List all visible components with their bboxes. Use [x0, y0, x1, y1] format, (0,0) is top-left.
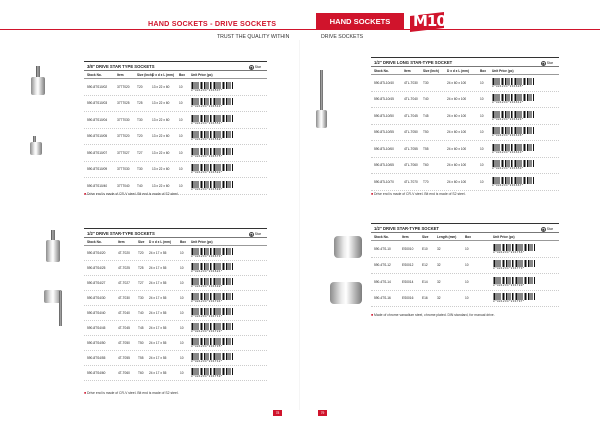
table-row — [371, 92, 559, 109]
table-cell: 32 — [437, 296, 441, 300]
page-spine — [299, 40, 300, 410]
table-cell: 10 — [180, 370, 184, 375]
table-3-8-star-sockets — [84, 61, 267, 195]
barcode-icon — [191, 82, 233, 89]
table-cell: T40 — [137, 183, 143, 188]
table-cell: 590-8TS10/02 — [87, 84, 108, 89]
table-cell: 590-8TL10/50 — [374, 113, 394, 118]
star-icon: ✱ — [249, 66, 253, 70]
barcode-cell — [490, 258, 550, 274]
table-row — [84, 112, 267, 129]
table-title: 1/2" DRIVE LONG STAR-TYPE SOCKET ✱ Star — [371, 58, 559, 67]
table-cell: 4TL-T060 — [404, 163, 418, 167]
table-cell: 590-8TS10/07 — [87, 150, 108, 155]
table-body — [84, 246, 267, 381]
barcode-number: 8"881234"234674" — [191, 255, 223, 258]
table-cell: 10 — [180, 250, 184, 255]
table-title: 1/2" DRIVE STAR-TYPE SOCKET ✱ Star — [371, 224, 559, 233]
table-row — [84, 306, 267, 321]
table-cell: 377T030 — [117, 117, 130, 122]
barcode-number: 8"881234"234773" — [493, 267, 525, 271]
table-cell: 10 — [180, 295, 184, 300]
barcode-icon — [191, 293, 233, 300]
table-row — [371, 291, 559, 308]
table-cell: 13 x 22 x 60 — [152, 183, 170, 188]
barcode-icon — [191, 115, 233, 122]
table-cell: 10 — [179, 167, 183, 171]
table-row — [84, 336, 267, 351]
barcode-number: 8"881234"234629" — [492, 117, 524, 121]
table-cell: 24 x 60 x 100 — [447, 146, 467, 151]
table-row — [84, 351, 267, 366]
barcode-cell — [188, 79, 248, 95]
table-row — [84, 129, 267, 146]
table-cell: T30 — [137, 167, 143, 171]
table-cell: T27 — [137, 150, 143, 155]
barcode-cell — [490, 274, 550, 290]
barcode-icon — [191, 353, 233, 360]
table-cell: 13 x 22 x 60 — [152, 84, 170, 89]
barcode-icon — [191, 323, 233, 330]
barcode-icon — [191, 308, 233, 315]
table-cell: 590-8TS4/55 — [87, 355, 106, 360]
barcode-cell — [188, 291, 248, 305]
table-cell: 10 — [480, 163, 484, 167]
barcode-number: 8"881234"234735" — [191, 345, 223, 348]
table-header: Stock No. Item Size (Inch) D x d x L (mm) Box Unit Price (pc) — [371, 67, 559, 75]
star-icon: ✱ — [541, 62, 545, 66]
barcode-number: 8"881234"234681" — [191, 270, 223, 273]
table-cell: T55 — [423, 146, 429, 151]
table-cell: 24 x 60 x 100 — [447, 113, 467, 118]
table-cell: 4TL-T070 — [404, 179, 418, 184]
table-cell: T60 — [423, 163, 429, 167]
barcode-number: 8"881234"234537" — [191, 88, 223, 92]
table-row — [371, 125, 559, 142]
table-body — [371, 75, 559, 191]
table-cell: 377T030 — [117, 167, 130, 171]
table-cell: E16 — [422, 296, 428, 300]
barcode-icon — [191, 278, 233, 285]
barcode-icon — [493, 244, 535, 251]
table-cell: 10 — [480, 146, 484, 151]
table-cell: 590-8TL10/55 — [374, 130, 394, 134]
table-body — [371, 241, 559, 307]
barcode-number: 8"881234"234650" — [492, 167, 524, 171]
table-cell: 10 — [480, 80, 484, 85]
table-cell: 32 — [437, 246, 441, 251]
table-note: ■ Drive end is made of CR-V steel. Bit end is made of S2 steel. — [84, 192, 179, 196]
barcode-cell — [188, 246, 248, 260]
barcode-icon — [492, 111, 534, 118]
barcode-icon — [191, 338, 233, 345]
table-cell: 590-8TL10/60 — [374, 146, 394, 151]
table-cell: 13 x 22 x 60 — [152, 101, 170, 105]
barcode-cell — [490, 291, 550, 307]
table-cell: 590-8TS10/09 — [87, 167, 108, 171]
product-image-socket — [30, 142, 42, 155]
barcode-cell — [188, 145, 248, 161]
barcode-number: 8"881234"234582" — [191, 171, 223, 175]
table-cell: 377T025 — [117, 101, 130, 105]
barcode-number: 8"881234"234711" — [191, 315, 223, 318]
product-image-bit — [320, 70, 323, 115]
barcode-number: 8"881234"234636" — [492, 134, 524, 138]
barcode-cell — [489, 125, 549, 141]
table-cell: 590-4TS-10 — [374, 246, 391, 251]
table-cell: T50 — [423, 130, 429, 134]
table-cell: T20 — [137, 84, 143, 89]
table-cell: 590-8TL10/40 — [374, 80, 394, 85]
barcode-icon — [191, 181, 233, 188]
table-header: Stock No. Item Size (Inch) D x d x L (mm) Box Unit Price (pc) — [84, 71, 267, 79]
table-cell: 377T020 — [117, 84, 130, 89]
table-cell: 13 x 22 x 60 — [152, 134, 170, 138]
table-row — [84, 366, 267, 381]
table-cell: T40 — [423, 97, 429, 101]
table-note: ■ Made of chrome vanadium steel, chrome plated. DIN standard, for manual drive. — [371, 313, 495, 317]
table-cell: 24 x 60 x 100 — [447, 97, 467, 101]
table-cell: 590-8TS4/60 — [87, 370, 106, 375]
table-row — [371, 241, 559, 258]
table-cell: 590-8TS4/50 — [87, 340, 106, 345]
barcode-icon — [191, 263, 233, 270]
table-cell: 4T-T030 — [118, 295, 130, 300]
product-image-socket — [46, 240, 60, 262]
barcode-cell — [188, 336, 248, 350]
product-image-socket — [330, 282, 362, 304]
table-cell: 10 — [465, 296, 469, 300]
barcode-number: 8"881234"234742" — [191, 360, 223, 363]
table-row — [371, 75, 559, 92]
table-cell: E12 — [422, 263, 428, 267]
table-cell: 10 — [180, 340, 184, 345]
table-cell: 590-4TS-12 — [374, 263, 391, 267]
table-cell: T30 — [137, 117, 143, 122]
barcode-number: 8"881234"234575" — [191, 154, 223, 158]
table-cell: 10 — [179, 183, 183, 188]
table-cell: ES0012 — [402, 263, 414, 267]
product-image-socket — [31, 77, 45, 95]
barcode-cell — [188, 96, 248, 112]
table-row — [371, 274, 559, 291]
barcode-cell — [188, 112, 248, 128]
right-page-title: HAND SOCKETS — [316, 13, 404, 30]
table-cell: 4T-T020 — [118, 250, 130, 255]
barcode-cell — [489, 92, 549, 108]
table-cell: 10 — [465, 263, 469, 267]
barcode-number: 8"881234"234698" — [191, 285, 223, 288]
table-cell: 24 x 17 x 55 — [149, 280, 167, 285]
left-page-subtitle: TRUST THE QUALITY WITHIN — [217, 34, 290, 40]
table-cell: 4T-T045 — [118, 325, 130, 330]
table-row — [371, 141, 559, 158]
table-cell: 24 x 17 x 55 — [149, 310, 167, 315]
barcode-cell — [489, 141, 549, 157]
barcode-number: 8"881234"234599" — [191, 187, 223, 191]
table-cell: 13 x 22 x 60 — [152, 167, 170, 171]
table-cell: 590-8TS4/27 — [87, 280, 106, 285]
table-cell: 13 x 22 x 60 — [152, 150, 170, 155]
table-cell: 590-4TS-14 — [374, 279, 391, 284]
table-cell: 10 — [180, 265, 184, 270]
table-cell: 10 — [179, 101, 183, 105]
barcode-icon — [191, 248, 233, 255]
barcode-number: 8"881234"234797" — [493, 300, 525, 304]
table-note: ■ Drive end is made of CR-V steel. Bit end is made of S2 steel. — [371, 192, 466, 196]
table-cell: T55 — [138, 355, 144, 360]
table-row — [371, 174, 559, 191]
table-cell: T20 — [138, 250, 144, 255]
table-cell: T40 — [138, 310, 144, 315]
table-cell: ES0016 — [402, 296, 414, 300]
table-cell: 24 x 17 x 55 — [149, 370, 167, 375]
barcode-icon — [493, 277, 535, 284]
barcode-number: 8"881234"234728" — [191, 330, 223, 333]
table-cell: 590-8TS4/40 — [87, 310, 106, 315]
table-cell: 377T027 — [117, 150, 130, 155]
table-row — [84, 291, 267, 306]
table-cell: 32 — [437, 279, 441, 284]
table-cell: 590-8TL10/65 — [374, 163, 394, 167]
table-cell: 590-8TS10/03 — [87, 101, 108, 105]
table-cell: 590-8TS10/05 — [87, 134, 108, 138]
barcode-number: 8"881234"234704" — [191, 300, 223, 303]
table-cell: 4TL-T045 — [404, 113, 418, 118]
barcode-number: 8"881234"234568" — [191, 138, 223, 142]
table-cell: 10 — [179, 117, 183, 122]
table-cell: 10 — [480, 179, 484, 184]
table-row — [84, 145, 267, 162]
table-cell: 4TL-T030 — [404, 80, 418, 85]
table-cell: 4T-T025 — [118, 265, 130, 270]
table-cell: 590-4TS-16 — [374, 296, 391, 300]
page-number-right: 79 — [318, 410, 327, 416]
barcode-cell — [188, 366, 248, 380]
table-cell: 377T040 — [117, 183, 130, 188]
table-title: 1/2" DRIVE STAR-TYPE SOCKETS ✱ Star — [84, 229, 267, 238]
table-cell: 590-8TS10/04 — [87, 117, 108, 122]
table-cell: 4T-T027 — [118, 280, 130, 285]
table-cell: T25 — [137, 101, 143, 105]
table-cell: 4TL-T040 — [404, 97, 418, 101]
table-cell: T27 — [138, 280, 144, 285]
table-cell: 24 x 60 x 100 — [447, 80, 467, 85]
barcode-number: 8"881234"234605" — [492, 84, 524, 88]
table-cell: 10 — [465, 279, 469, 284]
table-row — [84, 276, 267, 291]
barcode-number: 8"881234"234766" — [493, 250, 525, 254]
table-cell: ES0010 — [402, 246, 414, 251]
table-cell: 4T-T050 — [118, 340, 130, 345]
table-1-2-star-socket-e — [371, 223, 559, 307]
star-legend: ✱ Star — [249, 232, 261, 237]
table-cell: T50 — [138, 340, 144, 345]
barcode-cell — [188, 306, 248, 320]
barcode-cell — [490, 241, 550, 257]
table-cell: T45 — [423, 113, 429, 118]
table-cell: 4T-T040 — [118, 310, 130, 315]
table-cell: 590-8TL10/70 — [374, 179, 394, 184]
table-cell: 590-8TS4/45 — [87, 325, 106, 330]
star-icon: ✱ — [541, 228, 545, 232]
barcode-cell — [489, 75, 549, 91]
table-cell: 10 — [180, 355, 184, 360]
table-cell: T45 — [138, 325, 144, 330]
table-row — [84, 96, 267, 113]
table-cell: 4T-T055 — [118, 355, 130, 360]
table-row — [84, 321, 267, 336]
barcode-number: 8"881234"234544" — [191, 105, 223, 109]
table-cell: 10 — [180, 310, 184, 315]
table-cell: 10 — [179, 134, 183, 138]
table-cell: 10 — [465, 246, 469, 251]
table-cell: E14 — [422, 279, 428, 284]
table-cell: 10 — [179, 150, 183, 155]
barcode-cell — [489, 108, 549, 124]
barcode-number: 8"881234"234759" — [191, 375, 223, 378]
table-body — [84, 79, 267, 195]
table-cell: 10 — [180, 325, 184, 330]
barcode-cell — [188, 351, 248, 365]
table-cell: 24 x 17 x 55 — [149, 250, 167, 255]
barcode-cell — [188, 162, 248, 178]
table-cell: T70 — [423, 179, 429, 184]
product-image-bit — [59, 291, 62, 326]
table-title: 3/8" DRIVE STAR TYPE SOCKETS ✱ Star — [84, 62, 267, 71]
barcode-icon — [492, 177, 534, 184]
table-cell: 10 — [180, 280, 184, 285]
header-rule — [0, 29, 600, 30]
table-cell: 24 x 17 x 55 — [149, 265, 167, 270]
table-1-2-long-star-sockets — [371, 57, 559, 191]
table-cell: 32 — [437, 263, 441, 267]
barcode-cell — [188, 321, 248, 335]
barcode-cell — [188, 276, 248, 290]
product-image-socket — [316, 110, 327, 128]
table-cell: E10 — [422, 246, 428, 251]
table-cell: 24 x 17 x 55 — [149, 340, 167, 345]
table-cell: 13 x 22 x 60 — [152, 117, 170, 122]
table-header: Stock No. Item Size D x d x L (mm) Box Unit Price (pc) — [84, 238, 267, 246]
table-cell: 24 x 60 x 100 — [447, 130, 467, 134]
barcode-number: 8"881234"234780" — [493, 283, 525, 287]
table-cell: 4T-T060 — [118, 370, 130, 375]
table-cell: T30 — [138, 295, 144, 300]
table-cell: 24 x 17 x 55 — [149, 325, 167, 330]
table-cell: T20 — [137, 134, 143, 138]
table-header: Stock No. Item Size Length (mm) Box Unit Price (pc) — [371, 233, 559, 241]
table-cell: T25 — [138, 265, 144, 270]
barcode-icon — [191, 368, 233, 375]
barcode-cell — [188, 178, 248, 194]
barcode-cell — [188, 129, 248, 145]
table-cell: T30 — [423, 80, 429, 85]
barcode-cell — [489, 158, 549, 174]
barcode-cell — [489, 174, 549, 190]
table-row — [371, 158, 559, 175]
brand-logo-text: M10 — [413, 12, 446, 30]
table-cell: 4TL-T055 — [404, 146, 418, 151]
barcode-number: 8"881234"234551" — [191, 121, 223, 125]
barcode-icon — [492, 144, 534, 151]
table-cell: 590-8TS10/40 — [87, 183, 108, 188]
table-cell: 590-8TS4/30 — [87, 295, 106, 300]
table-cell: 590-8TS4/20 — [87, 250, 106, 255]
table-cell: 24 x 17 x 55 — [149, 295, 167, 300]
table-cell: 24 x 60 x 100 — [447, 179, 467, 184]
table-row — [84, 261, 267, 276]
barcode-number: 8"881234"234667" — [492, 183, 524, 187]
product-image-socket — [334, 236, 362, 258]
table-row — [84, 162, 267, 179]
table-1-2-star-sockets — [84, 228, 267, 381]
star-legend: ✱ Star — [541, 227, 553, 232]
table-cell: 590-8TL10/45 — [374, 97, 394, 101]
barcode-number: 8"881234"234612" — [492, 101, 524, 105]
table-note: ■ Drive end is made of CR-V steel. Bit end is made of S2 steel. — [84, 391, 179, 395]
barcode-icon — [492, 78, 534, 85]
table-row — [371, 258, 559, 275]
table-cell: 24 x 60 x 100 — [447, 163, 467, 167]
page-number-left: 78 — [273, 410, 282, 416]
table-row — [371, 108, 559, 125]
barcode-cell — [188, 261, 248, 275]
table-row — [84, 79, 267, 96]
table-cell: T60 — [138, 370, 144, 375]
table-cell: 590-8TS4/25 — [87, 265, 106, 270]
table-cell: 10 — [480, 97, 484, 101]
barcode-number: 8"881234"234643" — [492, 150, 524, 154]
table-cell: 10 — [480, 130, 484, 134]
barcode-icon — [191, 148, 233, 155]
left-page-title: HAND SOCKETS - DRIVE SOCKETS — [148, 19, 277, 28]
table-cell: 4TL-T050 — [404, 130, 418, 134]
star-icon: ✱ — [249, 233, 253, 237]
table-cell: 10 — [179, 84, 183, 89]
table-cell: 10 — [480, 113, 484, 118]
star-legend: ✱ Star — [249, 65, 261, 70]
star-legend: ✱ Star — [541, 61, 553, 66]
table-row — [84, 246, 267, 261]
table-cell: ES0014 — [402, 279, 414, 284]
table-cell: 377T020 — [117, 134, 130, 138]
table-cell: 24 x 17 x 55 — [149, 355, 167, 360]
right-page-subtitle: DRIVE SOCKETS — [321, 34, 364, 40]
